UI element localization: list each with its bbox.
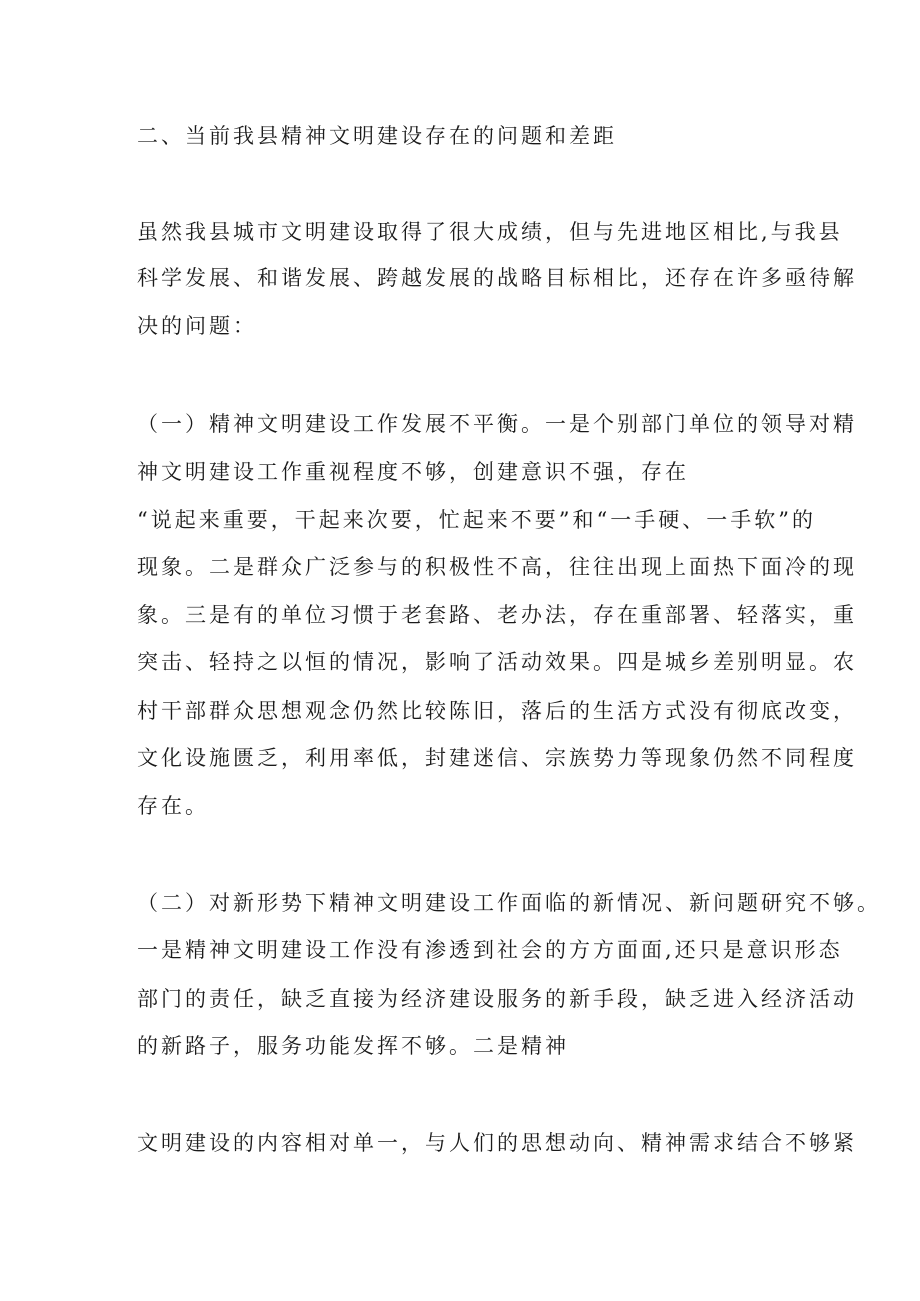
paragraph-4-line-1: 文明建设的内容相对单一，与人们的思想动向、精神需求结合不够紧 [137, 1131, 857, 1155]
paragraph-2-line-1: （一）精神文明建设工作发展不平衡。一是个别部门单位的领导对精 [137, 412, 857, 436]
paragraph-2-line-5: 象。三是有的单位习惯于老套路、老办法，存在重部署、轻落实，重 [137, 603, 857, 627]
paragraph-2-line-8: 文化设施匮乏，利用率低，封建迷信、宗族势力等现象仍然不同程度 [137, 746, 857, 770]
paragraph-2-line-9: 存在。 [137, 794, 209, 818]
paragraph-2-line-7: 村干部群众思想观念仍然比较陈旧，落后的生活方式没有彻底改变， [137, 699, 857, 723]
paragraph-3-line-2: 一是精神文明建设工作没有渗透到社会的方方面面,还只是意识形态 [137, 938, 843, 962]
paragraph-1-line-3: 决的问题： [137, 314, 257, 338]
section-heading: 二、当前我县精神文明建设存在的问题和差距 [137, 124, 617, 148]
paragraph-2-line-6: 突击、轻持之以恒的情况，影响了活动效果。四是城乡差别明显。农 [137, 650, 857, 674]
paragraph-3-line-3: 部门的责任，缺乏直接为经济建设服务的新手段，缺乏进入经济活动 [137, 987, 857, 1011]
paragraph-1-line-1: 虽然我县城市文明建设取得了很大成绩，但与先进地区相比,与我县 [137, 220, 843, 244]
paragraph-3-line-4: 的新路子，服务功能发挥不够。二是精神 [137, 1034, 569, 1058]
paragraph-2-line-2: 神文明建设工作重视程度不够，创建意识不强，存在 [137, 460, 689, 484]
paragraph-3-line-1: （二）对新形势下精神文明建设工作面临的新情况、新问题研究不够。 [137, 891, 881, 915]
paragraph-1-line-2: 科学发展、和谐发展、跨越发展的战略目标相比，还存在许多亟待解 [137, 266, 857, 290]
paragraph-2-line-3: “说起来重要，干起来次要，忙起来不要”和“一手硬、一手软”的 [137, 508, 816, 532]
paragraph-2-line-4: 现象。二是群众广泛参与的积极性不高，往往出现上面热下面冷的现 [137, 555, 857, 579]
